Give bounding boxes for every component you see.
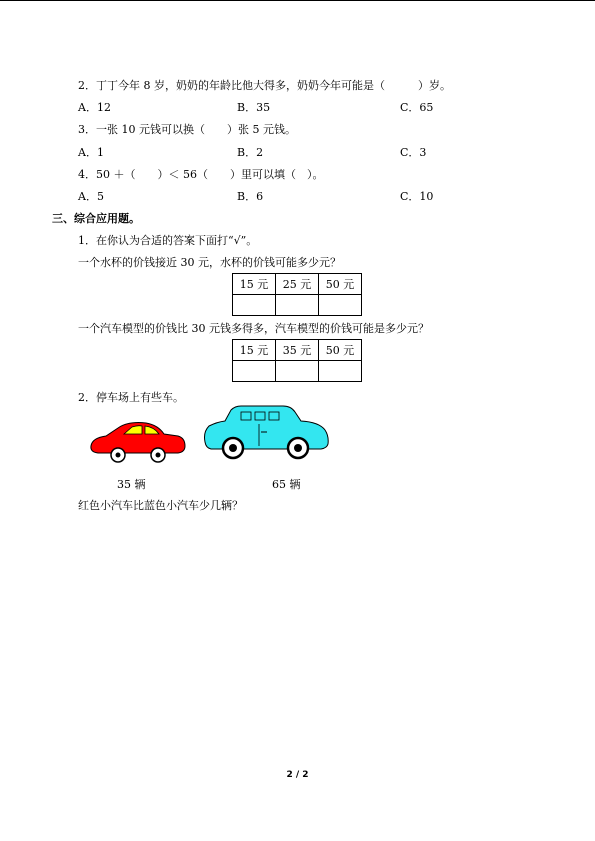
blue-car-caption: 65 辆 <box>272 478 301 491</box>
table-b-header-2: 35 元 <box>276 340 319 361</box>
table-b-header-3: 50 元 <box>319 340 362 361</box>
q2-option-c: C．65 <box>400 101 434 114</box>
section-title: 三、综合应用题。 <box>52 212 140 225</box>
q3-option-c: C．3 <box>400 146 427 159</box>
q2-option-a: A．12 <box>78 101 111 114</box>
item2-instruction: 2．停车场上有些车。 <box>78 391 184 404</box>
q3-stem: 3．一张 10 元钱可以换（ ）张 5 元钱。 <box>78 123 296 136</box>
item1-question-b: 一个汽车模型的价钱比 30 元钱多得多，汽车模型的价钱可能是多少元？ <box>78 322 429 335</box>
answer-table-a <box>232 273 362 316</box>
table-a-header-1: 15 元 <box>233 274 276 295</box>
table-b-answer-cell-2[interactable] <box>276 361 319 382</box>
blue-car-icon <box>201 404 331 462</box>
q4-option-b: B．6 <box>237 190 264 203</box>
answer-table-b <box>232 339 362 382</box>
q3-option-b: B．2 <box>237 146 264 159</box>
table-b-answer-cell-1[interactable] <box>233 361 276 382</box>
item1-question-a: 一个水杯的价钱接近 30 元，水杯的价钱可能多少元？ <box>78 256 341 269</box>
q3-option-a: A．1 <box>78 146 104 159</box>
item2-question: 红色小汽车比蓝色小汽车少几辆？ <box>78 499 243 512</box>
item1-instruction: 1．在你认为合适的答案下面打“√”。 <box>78 234 258 247</box>
q4-option-a: A．5 <box>78 190 104 203</box>
q2-stem: 2．丁丁今年 8 岁，奶奶的年龄比他大得多，奶奶今年可能是（ ）岁。 <box>78 79 451 92</box>
table-a-answer-cell-2[interactable] <box>276 295 319 316</box>
page-top-rule <box>0 0 595 1</box>
table-a-answer-cell-3[interactable] <box>319 295 362 316</box>
table-a-header-2: 25 元 <box>276 274 319 295</box>
page-number: 2 / 2 <box>286 770 309 780</box>
q2-option-b: B．35 <box>237 101 271 114</box>
table-a-answer-cell-1[interactable] <box>233 295 276 316</box>
q4-option-c: C．10 <box>400 190 434 203</box>
red-car-caption: 35 辆 <box>117 478 146 491</box>
table-a-header-3: 50 元 <box>319 274 362 295</box>
table-b-answer-cell-3[interactable] <box>319 361 362 382</box>
red-car-icon <box>88 418 188 466</box>
q4-stem: 4．50 ＋（ ）＜ 56（ ）里可以填（ ）。 <box>78 168 324 181</box>
table-b-header-1: 15 元 <box>233 340 276 361</box>
